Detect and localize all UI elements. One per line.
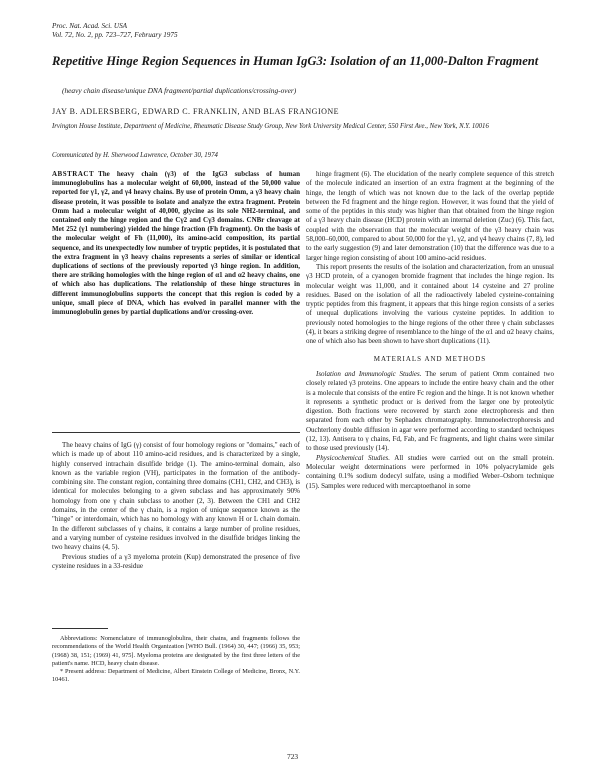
page-number: 723 xyxy=(287,752,299,761)
author-affiliation: Irvington House Institute, Department of Medicine, Rheumatic Disease Study Group, New York University Medical Center, 550 First Ave., New York, N.Y. 10016 xyxy=(52,123,489,130)
body-paragraph: Previous studies of a γ3 myeloma protein (Kup) demonstrated the presence of five cysteine residues in a 33-residue xyxy=(52,552,300,570)
methods-text: The serum of patient Omm contained two closely related γ3 proteins. One appears to include the entire heavy chain and the other is a molecule that consists of the entire Fc region and the hinge. It is not known whether it represents a synthetic product or is derived from the larger one by proteolytic digestion. Both fractions were recovered by starch zone electrophoresis and then separated from each other by Sephadex chromatography. Immunoelectrophoresis and Ouchterlony double diffusion in agar were performed according to standard techniques (12, 13). Antisera to γ chains, Fd, Fab, and Fc fragments, and light chains were similar to those used previously (14). xyxy=(306,369,554,453)
body-paragraph: The heavy chains of IgG (γ) consist of four homology regions or "domains," each of which is made up of about 110 amino-acid residues, and is characterized by a single, highly conserved intrachain disulfide bridge (1). The amino-terminal domain, also known as the variable region (VH), participates in the formation of the antibody-combining site. The constant region, containing three domains (CH1, CH2, and CH3), is identical for molecules belonging to a given subclass and has approximately 90% homology from one γ chain subclass to another (2, 3). Between the CH1 and CH2 domains, in the center of the γ chain, is a region of unique sequence known as the "hinge" or interdomain, which has no homology with any known H or L chain domain. In the different subclasses of γ chains, it contains a large number of proline residues, and a varying number of cysteine residues involved in the disulfide bridges linking the two heavy chains (4, 5). xyxy=(52,441,300,552)
communicated-by: Communicated by H. Sherwood Lawrence, October 30, 1974 xyxy=(52,152,218,159)
footnote-divider xyxy=(52,628,108,629)
run-in-heading: Physicochemical Studies. xyxy=(316,453,391,462)
section-heading: MATERIALS AND METHODS xyxy=(373,354,487,363)
methods-paragraph xyxy=(306,454,554,491)
journal-name: Proc. Nat. Acad. Sci. USA xyxy=(52,22,128,30)
journal-header xyxy=(52,22,178,39)
right-column-body xyxy=(306,170,554,491)
methods-text: All studies were carried out on the small protein. Molecular weight determinations were performed in 10% polyacrylamide gels containing 0.1% sodium dodecyl sulfate, using a modified Weber–Osborn technique (15). Samples were reduced with mercaptoethanol in some xyxy=(306,453,554,490)
left-column-body xyxy=(52,441,300,571)
footnote-abbreviations: Abbreviations: Nomenclature of immunoglobulins, their chains, and fragments follows the recommendations of the World Health Organization [WHO Bull. (1964) 30, 447; (1966) 35, 953; (1968) 38, 151; (1969) 41, 975]. Myeloma proteins are designated by the first three letters of the patient's name. HCD, heavy chain disease. xyxy=(52,635,300,667)
journal-volume: Vol. 72, No. 2, pp. 723–727, February 1975 xyxy=(52,30,178,39)
methods-paragraph xyxy=(306,370,554,454)
article-title: Repetitive Hinge Region Sequences in Human IgG3: Isolation of an 11,000-Dalton Fragment xyxy=(52,54,539,68)
article-keywords: (heavy chain disease/unique DNA fragment/partial duplications/crossing-over) xyxy=(62,86,297,95)
footnote-address: * Present address: Department of Medicine, Albert Einstein College of Medicine, Bronx, N.Y. 10461. xyxy=(52,668,300,684)
article-authors: JAY B. ADLERSBERG, EDWARD C. FRANKLIN, AND BLAS FRANGIONE xyxy=(52,107,340,116)
abstract-label: ABSTRACT xyxy=(52,170,95,178)
body-paragraph: hinge fragment (6). The elucidation of the nearly complete sequence of this stretch of the molecule indicated an insertion of an extra fragment at the beginning of the hinge, the length of which was not known due to the lack of the overlap peptide between the Fd fragment and the hinge region. However, it was found that the yield of some of the peptides in this study was higher than that obtained from the hinge region of a γ3 heavy chain disease (HCD) protein with an internal deletion (Zuc) (6). This fact, coupled with the observation that the molecular weight of the γ3 heavy chain was 58,000–60,000, compared to about 50,000 for the γ1, γ2, and γ4 heavy chains (7, 8), led to the early suggestion (9) and later demonstration (10) that the difference was due to a larger hinge region consisting of about 100 amino-acid residues. xyxy=(306,170,554,262)
footnotes xyxy=(52,635,300,685)
run-in-heading: Isolation and Immunologic Studies. xyxy=(316,369,422,378)
body-paragraph: This report presents the results of the isolation and characterization, from an unusual γ3 HCD protein, of a cyanogen bromide fragment that includes the hinge region. Its molecular weight was 11,000, and it contained about 14 cysteine and 27 proline residues. Based on the isolation of all the radioactively labeled cysteine-containing tryptic peptides from this fragment, it appears that this hinge region consists of a series of unequal duplications involving the various cysteine peptides. In addition to previously noted homologies to the hinge regions of the other three γ chain subclasses (4), it bears a striking degree of resemblance to the hinge of the α1 and α2 heavy chains, one of which also has been shown to have short duplications (11). xyxy=(306,262,554,346)
abstract-text: The heavy chain (γ3) of the IgG3 subclass of human immunoglobulins has a molecular weight of 60,000, instead of the 50,000 value reported for γ1, γ2, and γ4 heavy chains. By use of protein Omm, a γ3 heavy chain disease protein, it was possible to isolate and analyze the extra fragment. Protein Omm had a molecular weight of 40,000, glycine as its sole NH2-terminal, and contained only the hinge region and the Cγ2 and Cγ3 domains. CNBr cleavage at Met 252 (γ1 numbering) yielded the hinge fraction (Fh fragment). On the basis of the molecular weight of Fh (11,000), its amino-acid composition, its partial sequence, and its unexpectedly low number of tryptic peptides, it is postulated that the extra fragment in γ3 heavy chains represents a series of similar or identical duplications of sections of the previously reported γ3 hinge region. In addition, there are striking homologies with the hinge region of α1 and α2 heavy chains, one of which also has duplications. The relationship of these hinge structures in different immunoglobulins supports the concept that this region is coded by a unique, small piece of DNA, which has evolved in parallel manner with the immunoglobulin genes by partial duplications and/or crossing-over. xyxy=(52,170,300,317)
abstract xyxy=(52,170,300,317)
abstract-divider xyxy=(52,432,300,433)
